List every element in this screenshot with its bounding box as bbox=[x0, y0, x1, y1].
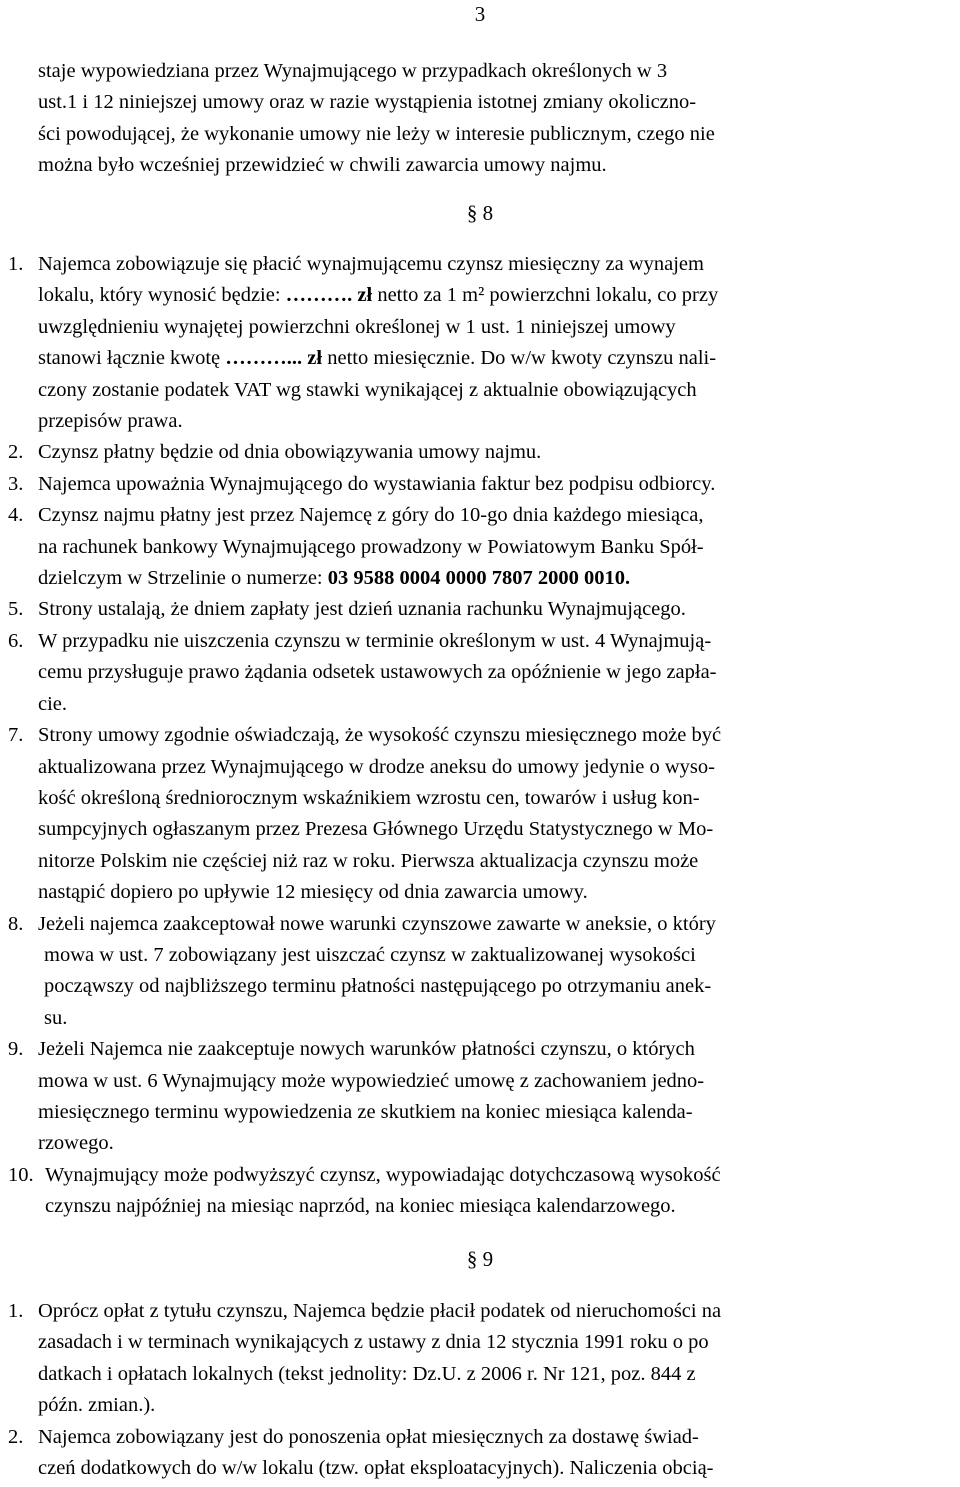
item-line: lokalu, który wynosić będzie: ………. zł netto za 1 m² powierzchni lokalu, co przy bbox=[38, 284, 719, 307]
item-line: rzowego. bbox=[38, 1132, 114, 1155]
list-item bbox=[0, 909, 960, 1035]
item-line: dzielczym w Strzelinie o numerze: 03 9588 0004 0000 7807 2000 0010. bbox=[38, 567, 631, 590]
item-line: W przypadku nie uiszczenia czynszu w terminie określonym w ust. 4 Wynajmują- bbox=[38, 629, 712, 652]
item-number: 3. bbox=[8, 472, 24, 495]
item-number: 1. bbox=[8, 1300, 24, 1322]
item-line: sumpcyjnych ogłaszanym przez Prezesa Głównego Urzędu Statystycznego w Mo- bbox=[38, 818, 714, 841]
item-number: 8. bbox=[8, 912, 24, 935]
item-line: przepisów prawa. bbox=[38, 410, 183, 433]
item-number: 4. bbox=[8, 504, 24, 527]
section-symbol: § bbox=[466, 1247, 483, 1271]
item-line: Jeżeli Najemca nie zaakceptuje nowych warunków płatności czynszu, o których bbox=[38, 1038, 695, 1061]
item-line: Najemca zobowiązany jest do ponoszenia opłat miesięcznych za dostawę świad- bbox=[38, 1425, 699, 1448]
item-line: su. bbox=[44, 1006, 68, 1029]
list-item bbox=[0, 720, 960, 908]
list-item bbox=[0, 437, 960, 468]
item-line: Strony umowy zgodnie oświadczają, że wysokość czynszu miesięcznego może być bbox=[38, 724, 722, 747]
item-line: zasadach i w terminach wynikających z ustawy z dnia 12 stycznia 1991 roku o po bbox=[38, 1331, 709, 1354]
item-line: Strony ustalają, że dniem zapłaty jest dzień uznania rachunku Wynajmującego. bbox=[38, 598, 686, 621]
item-line: stanowi łącznie kwotę ………... zł netto miesięcznie. Do w/w kwoty czynszu nali- bbox=[38, 347, 717, 370]
item-line: Czynsz płatny będzie od dnia obowiązywania umowy najmu. bbox=[38, 441, 542, 464]
list-item bbox=[0, 1422, 960, 1485]
item-line: mowa w ust. 7 zobowiązany jest uiszczać czynsz w zaktualizowanej wysokości bbox=[44, 943, 696, 966]
item-line: Czynsz najmu płatny jest przez Najemcę z góry do 10-go dnia każdego miesiąca, bbox=[38, 504, 704, 527]
intro-line: ści powodującej, że wykonanie umowy nie leży w interesie publicznym, czego nie bbox=[38, 122, 715, 145]
item-line: nitorze Polskim nie częściej niż raz w roku. Pierwsza aktualizacja czynszu może bbox=[38, 849, 699, 872]
item-line: na rachunek bankowy Wynajmującego prowadzony w Powiatowym Banku Spół- bbox=[38, 535, 704, 558]
intro-line: można było wcześniej przewidzieć w chwili zawarcia umowy najmu. bbox=[38, 154, 607, 177]
list-item bbox=[0, 469, 960, 500]
bank-account-number: 03 9588 0004 0000 7807 2000 0010. bbox=[327, 567, 631, 590]
item-number: 6. bbox=[8, 629, 24, 652]
list-item bbox=[0, 1034, 960, 1160]
intro-line: staje wypowiedziana przez Wynajmującego w przypadkach określonych w 3 bbox=[38, 60, 668, 82]
list-item bbox=[0, 1296, 960, 1422]
item-number: 5. bbox=[8, 598, 24, 621]
item-line: cie. bbox=[38, 692, 68, 715]
section-9-list bbox=[0, 1296, 960, 1484]
item-line: Jeżeli najemca zaakceptował nowe warunki czynszowe zawarte w aneksie, o który bbox=[38, 912, 716, 935]
item-number: 10. bbox=[8, 1163, 34, 1186]
list-item bbox=[0, 594, 960, 625]
item-line: mowa w ust. 6 Wynajmujący może wypowiedzieć umowę z zachowaniem jedno- bbox=[38, 1069, 705, 1092]
intro-paragraph bbox=[38, 56, 928, 182]
item-line: kość określoną średniorocznym wskaźnikiem wzrostu cen, towarów i usług kon- bbox=[38, 786, 700, 809]
item-number: 7. bbox=[8, 724, 24, 747]
item-number: 9. bbox=[8, 1038, 24, 1061]
item-line: nastąpić dopiero po upływie 12 miesięcy od dnia zawarcia umowy. bbox=[38, 881, 588, 904]
item-line: czony zostanie podatek VAT wg stawki wynikającej z aktualnie obowiązujących bbox=[38, 378, 697, 401]
item-line: Najemca upoważnia Wynajmującego do wystawiania faktur bez podpisu odbiorcy. bbox=[38, 472, 716, 495]
section-8-list bbox=[0, 249, 960, 1223]
item-line: datkach i opłatach lokalnych (tekst jednolity: Dz.U. z 2006 r. Nr 121, poz. 844 z bbox=[38, 1362, 696, 1385]
item-line: uwzględnieniu wynajętej powierzchni określonej w 1 ust. 1 niniejszej umowy bbox=[38, 315, 676, 338]
item-line: czeń dodatkowych do w/w lokalu (tzw. opłat eksploatacyjnych). Naliczenia obcią- bbox=[38, 1457, 714, 1480]
section-heading-8: § 8 bbox=[466, 201, 494, 225]
item-line: aktualizowana przez Wynajmującego w drodze aneksu do umowy jedynie o wyso- bbox=[38, 755, 715, 778]
item-number: 2. bbox=[8, 1425, 24, 1448]
item-line: cemu przysługuje prawo żądania odsetek ustawowych za opóźnienie w jego zapła- bbox=[38, 661, 717, 684]
item-line: późn. zmian.). bbox=[38, 1394, 156, 1417]
list-item bbox=[0, 249, 960, 437]
item-number: 1. bbox=[8, 253, 24, 275]
item-number: 2. bbox=[8, 441, 24, 464]
item-line: Oprócz opłat z tytułu czynszu, Najemca będzie płacił podatek od nieruchomości na bbox=[38, 1300, 722, 1322]
page-number: 3 bbox=[474, 2, 486, 26]
section-heading-9: § 9 bbox=[466, 1247, 494, 1271]
item-line: Wynajmujący może podwyższyć czynsz, wypowiadając dotychczasową wysokość bbox=[45, 1163, 721, 1186]
item-line: czynszu najpóźniej na miesiąc naprzód, na koniec miesiąca kalendarzowego. bbox=[45, 1195, 676, 1218]
intro-line: ust.1 i 12 niniejszej umowy oraz w razie wystąpienia istotnej zmiany okoliczno- bbox=[38, 91, 697, 114]
item-line: Najemca zobowiązuje się płacić wynajmującemu czynsz miesięczny za wynajem bbox=[38, 253, 704, 275]
list-item bbox=[0, 500, 960, 594]
item-line: począwszy od najbliższego terminu płatności następującego po otrzymaniu anek- bbox=[44, 975, 712, 998]
item-line: miesięcznego terminu wypowiedzenia ze skutkiem na koniec miesiąca kalenda- bbox=[38, 1100, 693, 1123]
list-item bbox=[0, 1160, 960, 1223]
list-item bbox=[0, 626, 960, 720]
section-symbol: § bbox=[466, 201, 483, 225]
